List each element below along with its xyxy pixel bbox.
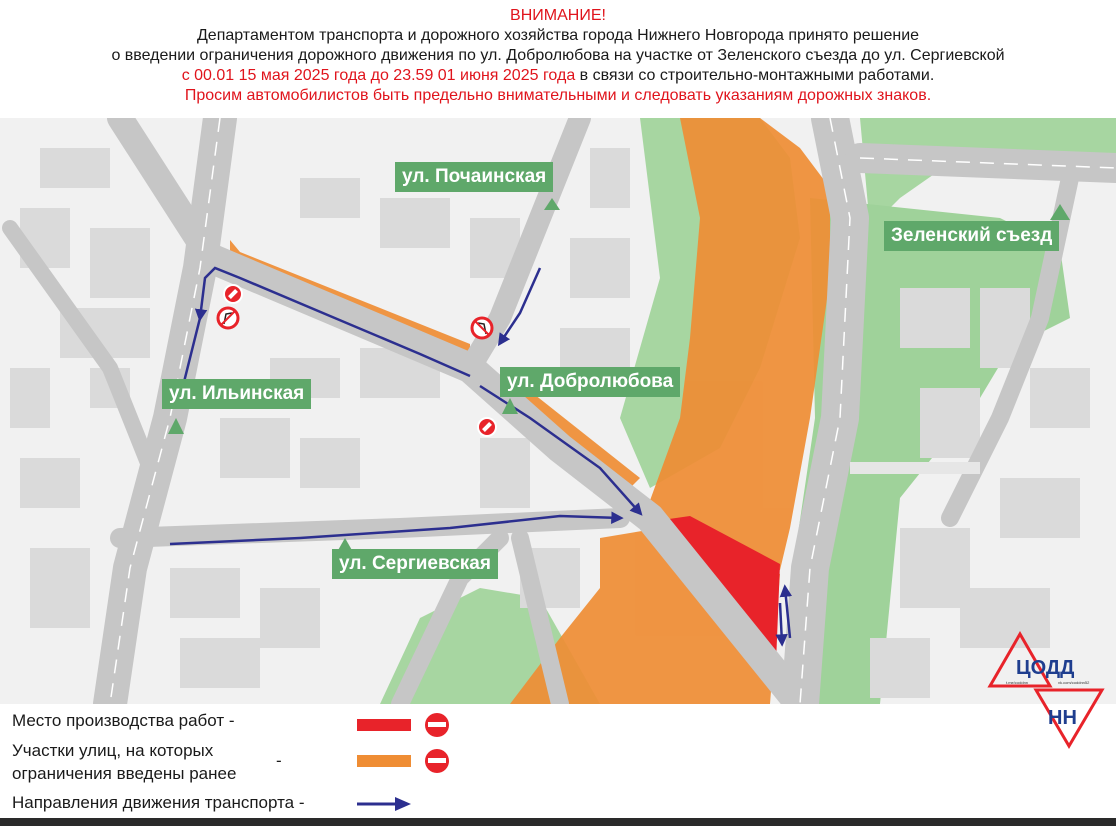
header-line-4: Просим автомобилистов быть предельно внимательными и следовать указаниям дорожных знаков.: [184, 87, 932, 104]
logo-telegram-link: t.me/coddnn: [1006, 680, 1029, 685]
legend-work-site-symbol: [355, 710, 455, 740]
logo-vk-link: vk.com/coddnn52: [1058, 680, 1090, 685]
no-entry-icon: [478, 418, 496, 436]
street-label-pochainskaya: ул. Почаинская: [395, 162, 553, 192]
map-canvas: [0, 118, 1116, 704]
map: [0, 118, 1116, 704]
codd-logo: [986, 630, 1106, 750]
legend-earlier-line-2: ограничения введены ранее: [12, 764, 237, 783]
header-title: ВНИМАНИЕ!: [510, 7, 606, 24]
legend-earlier-line-1: Участки улиц, на которых: [12, 741, 214, 760]
no-entry-icon: [428, 722, 446, 727]
logo-sub-text: НН: [1048, 707, 1077, 729]
header-line-1: Департаментом транспорта и дорожного хозяйства города Нижнего Новгорода принято решение: [196, 27, 920, 44]
legend-earlier-dash: -: [276, 751, 282, 770]
announcement-header: [0, 0, 1116, 118]
header-line-3: [0, 66, 1116, 86]
no-entry-icon: [224, 285, 242, 303]
street-label-sergievskaya: ул. Сергиевская: [332, 549, 498, 579]
header-line-2: о введении ограничения дорожного движения по ул. Добролюбова на участке от Зеленского съезда до ул. Сергиевской: [111, 47, 1005, 64]
bottom-strip: [0, 818, 1116, 826]
no-entry-icon: [428, 758, 446, 763]
direction-arrow-icon: [355, 792, 415, 816]
legend: [0, 704, 1116, 826]
legend-earlier-symbol: [355, 746, 455, 776]
codd-logo-graphic: [986, 630, 1106, 750]
legend-directions-label: Направления движения транспорта -: [12, 793, 305, 812]
no-left-turn-icon: [472, 318, 492, 338]
street-label-ilyinskaya: ул. Ильинская: [162, 379, 311, 409]
legend-work-site-label: Место производства работ -: [12, 711, 235, 730]
street-label-zelensky: Зеленский съезд: [884, 221, 1059, 251]
header-line-3-rest: в связи со строительно-монтажными работами.: [575, 67, 935, 84]
street-label-dobrolyubova: ул. Добролюбова: [500, 367, 680, 397]
restriction-period: с 00.01 15 мая 2025 года до 23.59 01 июня 2025 года: [181, 67, 576, 84]
logo-main-text: ЦОДД: [1016, 657, 1075, 679]
no-right-turn-icon: [218, 308, 238, 328]
